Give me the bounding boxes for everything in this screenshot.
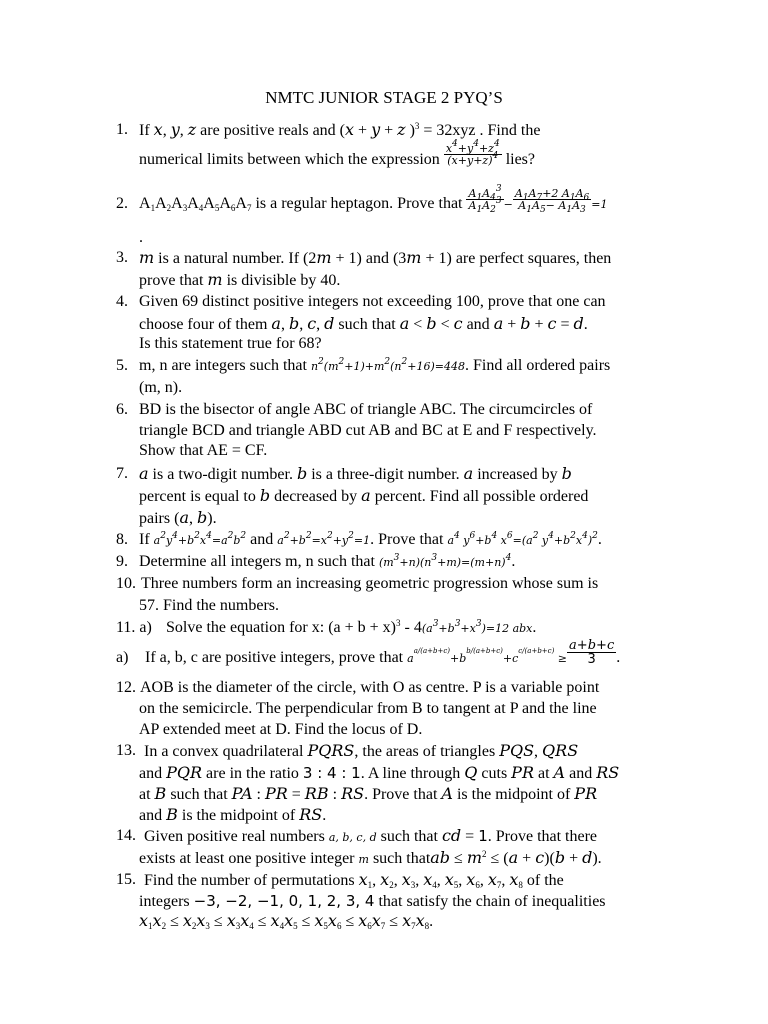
problem-number: 10. [116, 575, 136, 592]
problem-number: 12. [116, 679, 136, 696]
problem-number: 13. [116, 742, 136, 759]
problem-number: a) [116, 649, 129, 666]
problem-number: 1. [116, 121, 128, 138]
problem-number: 2. [116, 195, 128, 212]
page-title: NMTC JUNIOR STAGE 2 PYQ’S [265, 88, 503, 107]
problem-number: 14. [116, 827, 136, 844]
problem-number: 11. a) [116, 619, 152, 636]
document-page: NMTC JUNIOR STAGE 2 PYQ’S 1. If x, y, z are positive reals and (x + y + z )$^3$ = 32xyz . Find the numerical limits between which the expression $\frac{x^4+y^4+z^4}{(x+y+z)^4}$ lies? 2. $A_1A_2A_3A_4A_5A_6A_7$ is a regular heptagon. Prove that $\frac{A_1A_4^3}{A_1A_2^3}$ − $\frac{A_1A_7+2 A_1A_6}{A_1A_5- A_1A_3}$ =1 . 3. m is a natural number. If (2m + 1) and (3m + 1) are perfect squares, then prove that m is divisible by 40. 4. Given 69 distinct positive integers not exceeding 100, prove that one can choose four of them a, b, c, d such that a < b < c and a + b + c = d. Is this statement true for 68? 5. m, n are integers such that $n^2(m^2+1)+m^2(n^2+16)=448$. Find all ordered pairs (m, n). 6. BD is the bisector of angle ABC of triangle ABC. The circumcircles of triangle BCD and triangle ABD cut AB and BC at E and F respectively. Show that AE = CF. 7. a is a two-digit number. b is a three-digit number. a increased by b percent is equal to b decreased by a percent. Find all possible ordered pairs (a, b). 8. If $a^2y^4+b^2x^4=a^2b^2$ and $a^2+b^2=x^2+y^2=1$. Prove that $a^4$ $y^6+b^4$ $x^6=(a^2$ $y^4+b^2x^4)^2$. 9. Determine all integers m, n such that $(m^3+n)(n^3+m)=(m+n)^4$. 10. Three numbers form an increasing geometric progression whose sum is 57. Find the numbers. 11. a) Solve the equation for x: $(a + b + x)^3 - 4(a^3+b^3+x^3)=12$ abx. a) If a, b, c are positive integers, prove that $a^{a/(a+b+c)}+b^{b/(a+b+c)}+c^{c/(a+b+c)}$ ≥ $\frac{a+b+c}{3}$ . 12. AOB is the diameter of the circle, with O as centre. P is a variable point on the semicircle. The perpendicular from B to tangent at P and the line AP extended meet at D. Find the locus of D. 13. In a convex quadrilateral PQRS, the areas of triangles PQS, QRS and PQR are in the ratio 3 : 4 : 1. A line through Q cuts PR at A and RS at B such that PA : PR = RB : RS. Prove that A is the midpoint of PR and B is the midpoint of RS. 14. Given positive real numbers a, b, c, d such that cd = 1. Prove that there exists at least one positive integer m such thatab ≤ $m^2 \le (a + c)(b + d)$. 15. Find the number of permutations $x_1$, $x_2$, $x_3$, $x_4$, $x_5$, $x_6$, $x_7$, $x_8$ of the integers −3, −2, −1, 0, 1, 2, 3, 4 that satisfy the chain of inequalities $x_1x_2 \le x_2x_3 \le x_3x_4 \le x_4x_5 \le x_5x_6 \le x_6x_7 \le x_7x_8$. [0, 0, 768, 1024]
problem-number: 15. [116, 871, 136, 888]
problem-number: 5. [116, 357, 128, 374]
problem-text: If x, y, z are positive reals and (x + y + z )$^3$ = 32xyz . Find the [139, 120, 541, 139]
problem-number: 7. [116, 465, 128, 482]
problem-number: 6. [116, 401, 128, 418]
problem-number: 9. [116, 553, 128, 570]
problem-number: 8. [116, 531, 128, 548]
problem-number: 3. [116, 249, 128, 266]
problem-number: 4. [116, 293, 128, 310]
